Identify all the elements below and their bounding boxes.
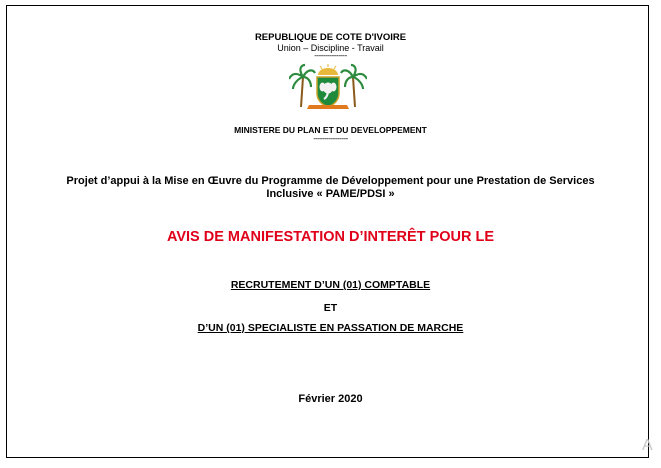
project-title-line-2: Inclusive « PAME/PDSI » [266,188,395,200]
position-accountant: RECRUTEMENT D’UN (01) COMPTABLE [230,279,431,291]
ministry-separator: ---------------- [313,134,348,143]
document-date: Février 2020 [298,393,363,405]
position-procurement-specialist: D’UN (01) SPECIALISTE EN PASSATION DE MARCHE [197,322,464,334]
republic-name: REPUBLIQUE DE COTE D'IVOIRE [254,32,407,43]
national-motto: Union – Discipline - Travail [277,43,384,53]
right-palm-tree-icon [341,65,367,107]
project-title-line-1: Projet d’appui à la Mise en Œuvre du Programme de Développement pour une Prestation de Services [66,175,595,187]
left-palm-tree-icon [289,65,315,107]
motto-banner [307,105,349,109]
conjunction-text: ET [323,302,338,314]
rising-sun-icon [318,68,338,75]
notice-title: AVIS DE MANIFESTATION D’INTERÊT POUR LE [166,229,495,245]
coat-of-arms-emblem [289,63,367,111]
corner-text-fragment: A [642,437,653,454]
header-separator: --------------- [314,51,347,60]
ministry-name: MINISTERE DU PLAN ET DU DEVELOPPEMENT [234,125,427,135]
project-title [0,175,661,201]
